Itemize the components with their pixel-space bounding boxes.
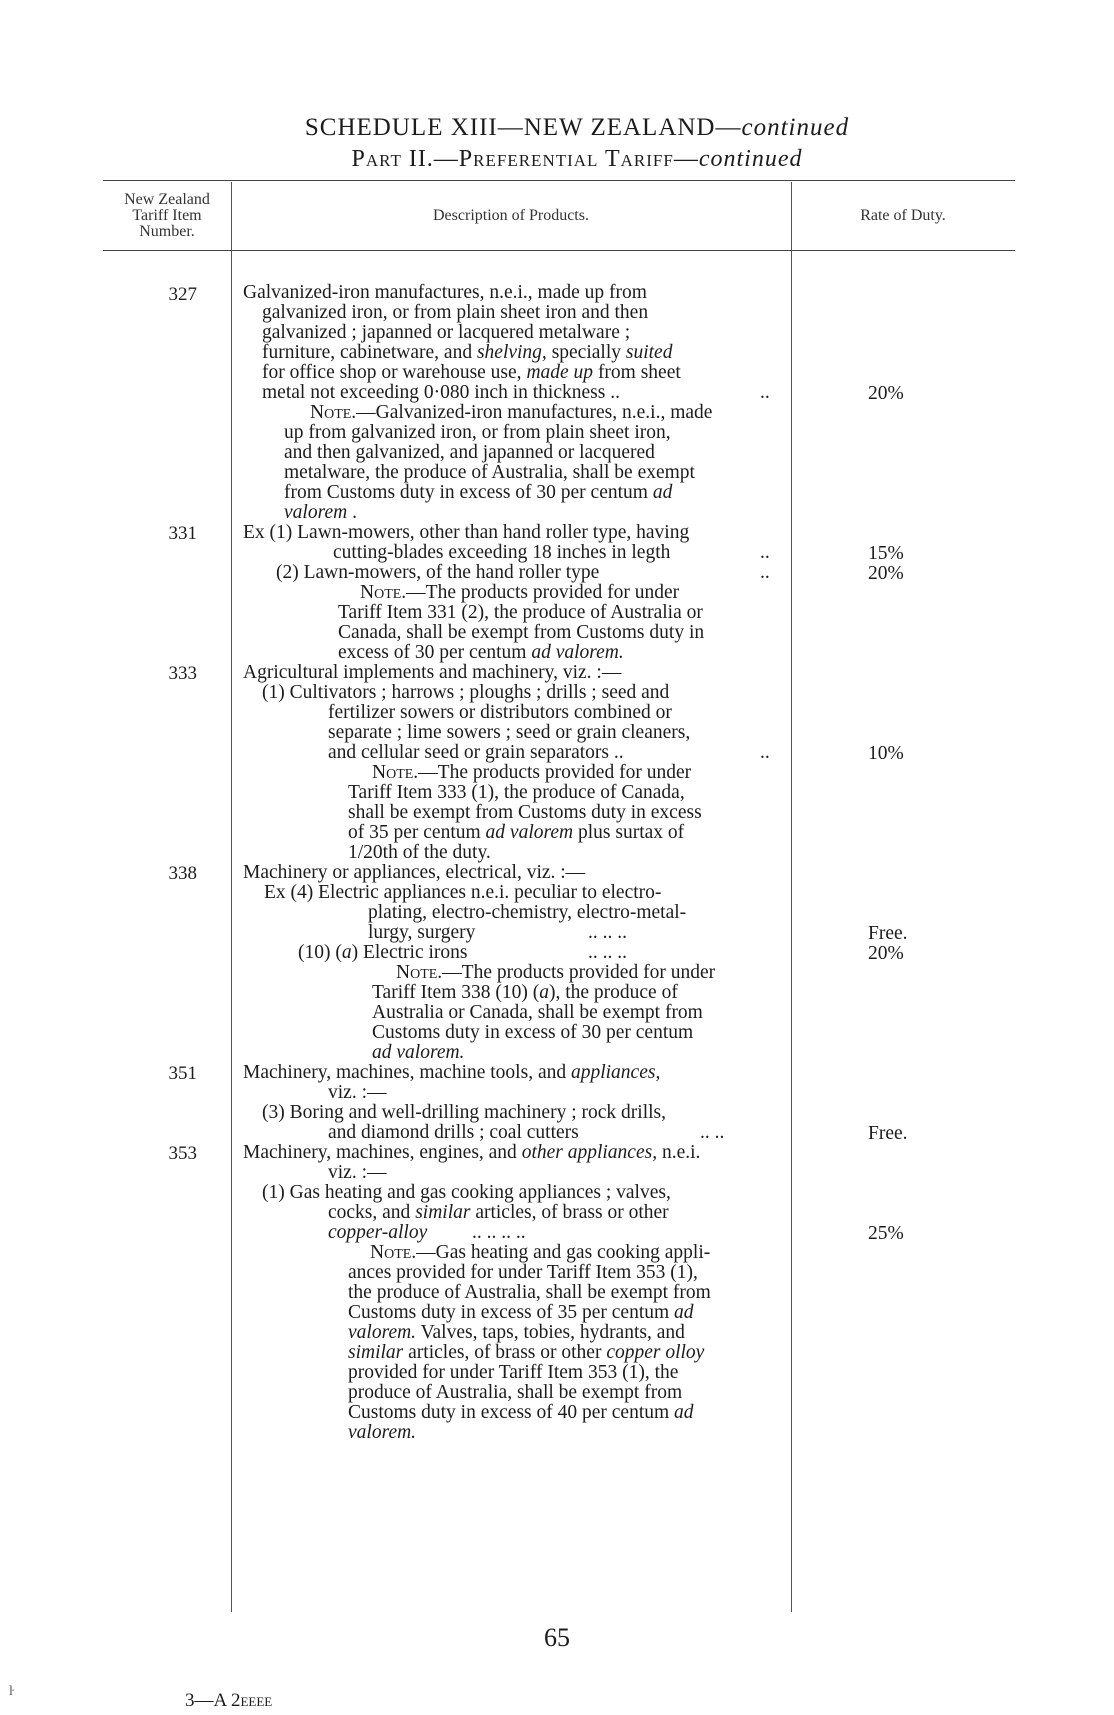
printer-signature: 3—A 2eeee xyxy=(185,1690,273,1711)
rate-of-duty: Free. xyxy=(868,1123,908,1144)
note-line: provided for under Tariff Item 353 (1), the xyxy=(348,1362,679,1383)
description-line: Galvanized-iron manufactures, n.e.i., made up from xyxy=(243,282,647,303)
note-line: the produce of Australia, shall be exempt from xyxy=(348,1282,711,1303)
description-line: lurgy, surgery xyxy=(368,922,476,943)
note-line: Note.—The products provided for under xyxy=(396,962,716,983)
note-line: Note.—Galvanized-iron manufactures, n.e.i., made xyxy=(310,402,713,423)
tariff-item-number: 327 xyxy=(168,284,197,305)
rate-of-duty: 15% xyxy=(868,543,904,564)
note-line: and then galvanized, and japanned or lacquered xyxy=(284,442,655,463)
note-line: Note.—The products provided for under xyxy=(360,582,680,603)
note-line: valorem . xyxy=(284,502,357,523)
note-line: ad valorem. xyxy=(372,1042,465,1063)
margin-mark: ŀ xyxy=(9,1684,14,1699)
description-line: (3) Boring and well-drilling machinery ; rock drills, xyxy=(262,1102,666,1123)
schedule-title: SCHEDULE XIII—NEW ZEALAND—continued xyxy=(304,114,850,141)
description-line: galvanized iron, or from plain sheet iron and then xyxy=(262,302,649,323)
description-line: and cellular seed or grain separators .. xyxy=(328,742,624,763)
description-line: Ex (4) Electric appliances n.e.i. peculiar to electro- xyxy=(264,882,662,903)
note-line: valorem. xyxy=(348,1422,417,1443)
note-line: 1/20th of the duty. xyxy=(348,842,491,863)
rate-of-duty: 25% xyxy=(868,1223,904,1244)
tariff-item-number: 331 xyxy=(168,523,197,544)
leader-dots: .. .. .. xyxy=(588,922,627,943)
note-line: up from galvanized iron, or from plain sheet iron, xyxy=(284,422,671,443)
description-line: galvanized ; japanned or lacquered metalware ; xyxy=(262,322,631,343)
description-line: separate ; lime sowers ; seed or grain cleaners, xyxy=(328,722,691,743)
note-line: ances provided for under Tariff Item 353 (1), xyxy=(348,1262,698,1283)
description-line: (1) Gas heating and gas cooking appliances ; valves, xyxy=(262,1182,671,1203)
description-line: for office shop or warehouse use, made up from sheet xyxy=(262,362,681,383)
leader-dots: .. xyxy=(760,562,770,583)
leader-dots: .. .. .. .. xyxy=(472,1222,526,1243)
column-header-description: Description of Products. xyxy=(433,207,589,224)
note-line: from Customs duty in excess of 30 per centum ad xyxy=(284,482,673,503)
column-header-rate: Rate of Duty. xyxy=(860,207,946,224)
part-title: Part II.—Preferential Tariff—continued xyxy=(351,146,803,172)
tariff-item-number: 333 xyxy=(168,663,197,684)
note-line: produce of Australia, shall be exempt from xyxy=(348,1382,683,1403)
rate-of-duty: 20% xyxy=(868,563,904,584)
note-line: valorem. Valves, taps, tobies, hydrants, and xyxy=(348,1322,685,1343)
description-line: metal not exceeding 0·080 inch in thickness .. xyxy=(262,382,620,403)
rate-of-duty: Free. xyxy=(868,923,908,944)
note-line: Customs duty in excess of 40 per centum ad xyxy=(348,1402,694,1423)
rate-of-duty: 20% xyxy=(868,943,904,964)
leader-dots: .. .. xyxy=(700,1122,725,1143)
note-line: shall be exempt from Customs duty in excess xyxy=(348,802,702,823)
column-divider-right xyxy=(791,182,792,1612)
note-line: similar articles, of brass or other copper olloy xyxy=(348,1342,705,1363)
note-line: Customs duty in excess of 35 per centum ad xyxy=(348,1302,694,1323)
leader-dots: .. xyxy=(760,382,770,403)
note-line: Tariff Item 333 (1), the produce of Canada, xyxy=(348,782,685,803)
description-line: cocks, and similar articles, of brass or other xyxy=(328,1202,669,1223)
note-line: excess of 30 per centum ad valorem. xyxy=(338,642,624,663)
note-line: of 35 per centum ad valorem plus surtax of xyxy=(348,822,685,843)
description-line: viz. :— xyxy=(328,1082,387,1103)
note-line: Tariff Item 331 (2), the produce of Australia or xyxy=(338,602,703,623)
note-line: Note.—The products provided for under xyxy=(372,762,692,783)
column-divider-left xyxy=(231,182,232,1612)
leader-dots: .. xyxy=(760,742,770,763)
description-line: Machinery or appliances, electrical, viz. :— xyxy=(243,862,586,883)
description-line: and diamond drills ; coal cutters xyxy=(328,1122,579,1143)
note-line: Note.—Gas heating and gas cooking appli- xyxy=(370,1242,711,1263)
description-line: Machinery, machines, engines, and other appliances, n.e.i. xyxy=(243,1142,701,1163)
note-line: Canada, shall be exempt from Customs duty in xyxy=(338,622,705,643)
description-line: (10) (a) Electric irons xyxy=(298,942,468,963)
description-line: furniture, cabinetware, and shelving, specially suited xyxy=(262,342,673,363)
note-line: Australia or Canada, shall be exempt from xyxy=(372,1002,703,1023)
description-line: (2) Lawn-mowers, of the hand roller type xyxy=(276,562,600,583)
page-number: 65 xyxy=(544,1623,570,1652)
description-line: Agricultural implements and machinery, viz. :— xyxy=(243,662,622,683)
rate-of-duty: 10% xyxy=(868,743,904,764)
description-line: (1) Cultivators ; harrows ; ploughs ; drills ; seed and xyxy=(262,682,670,703)
table-header-rule xyxy=(103,250,1015,251)
description-line: Ex (1) Lawn-mowers, other than hand roller type, having xyxy=(243,522,690,543)
tariff-item-number: 353 xyxy=(168,1143,197,1164)
description-line: copper-alloy xyxy=(328,1222,428,1243)
description-line: viz. :— xyxy=(328,1162,387,1183)
tariff-item-number: 351 xyxy=(168,1063,197,1084)
note-line: Tariff Item 338 (10) (a), the produce of xyxy=(372,982,678,1003)
table-top-rule xyxy=(103,180,1015,181)
description-line: plating, electro-chemistry, electro-metal- xyxy=(368,902,687,923)
description-line: cutting-blades exceeding 18 inches in legth xyxy=(333,542,671,563)
note-line: Customs duty in excess of 30 per centum xyxy=(372,1022,694,1043)
leader-dots: .. xyxy=(760,542,770,563)
tariff-item-number: 338 xyxy=(168,863,197,884)
note-line: metalware, the produce of Australia, shall be exempt xyxy=(284,462,695,483)
description-line: Machinery, machines, machine tools, and appliances, xyxy=(243,1062,661,1083)
rate-of-duty: 20% xyxy=(868,383,904,404)
leader-dots: .. .. .. xyxy=(588,942,627,963)
column-header-number: New Zealand Tariff Item Number. xyxy=(124,191,210,240)
description-line: fertilizer sowers or distributors combined or xyxy=(328,702,672,723)
